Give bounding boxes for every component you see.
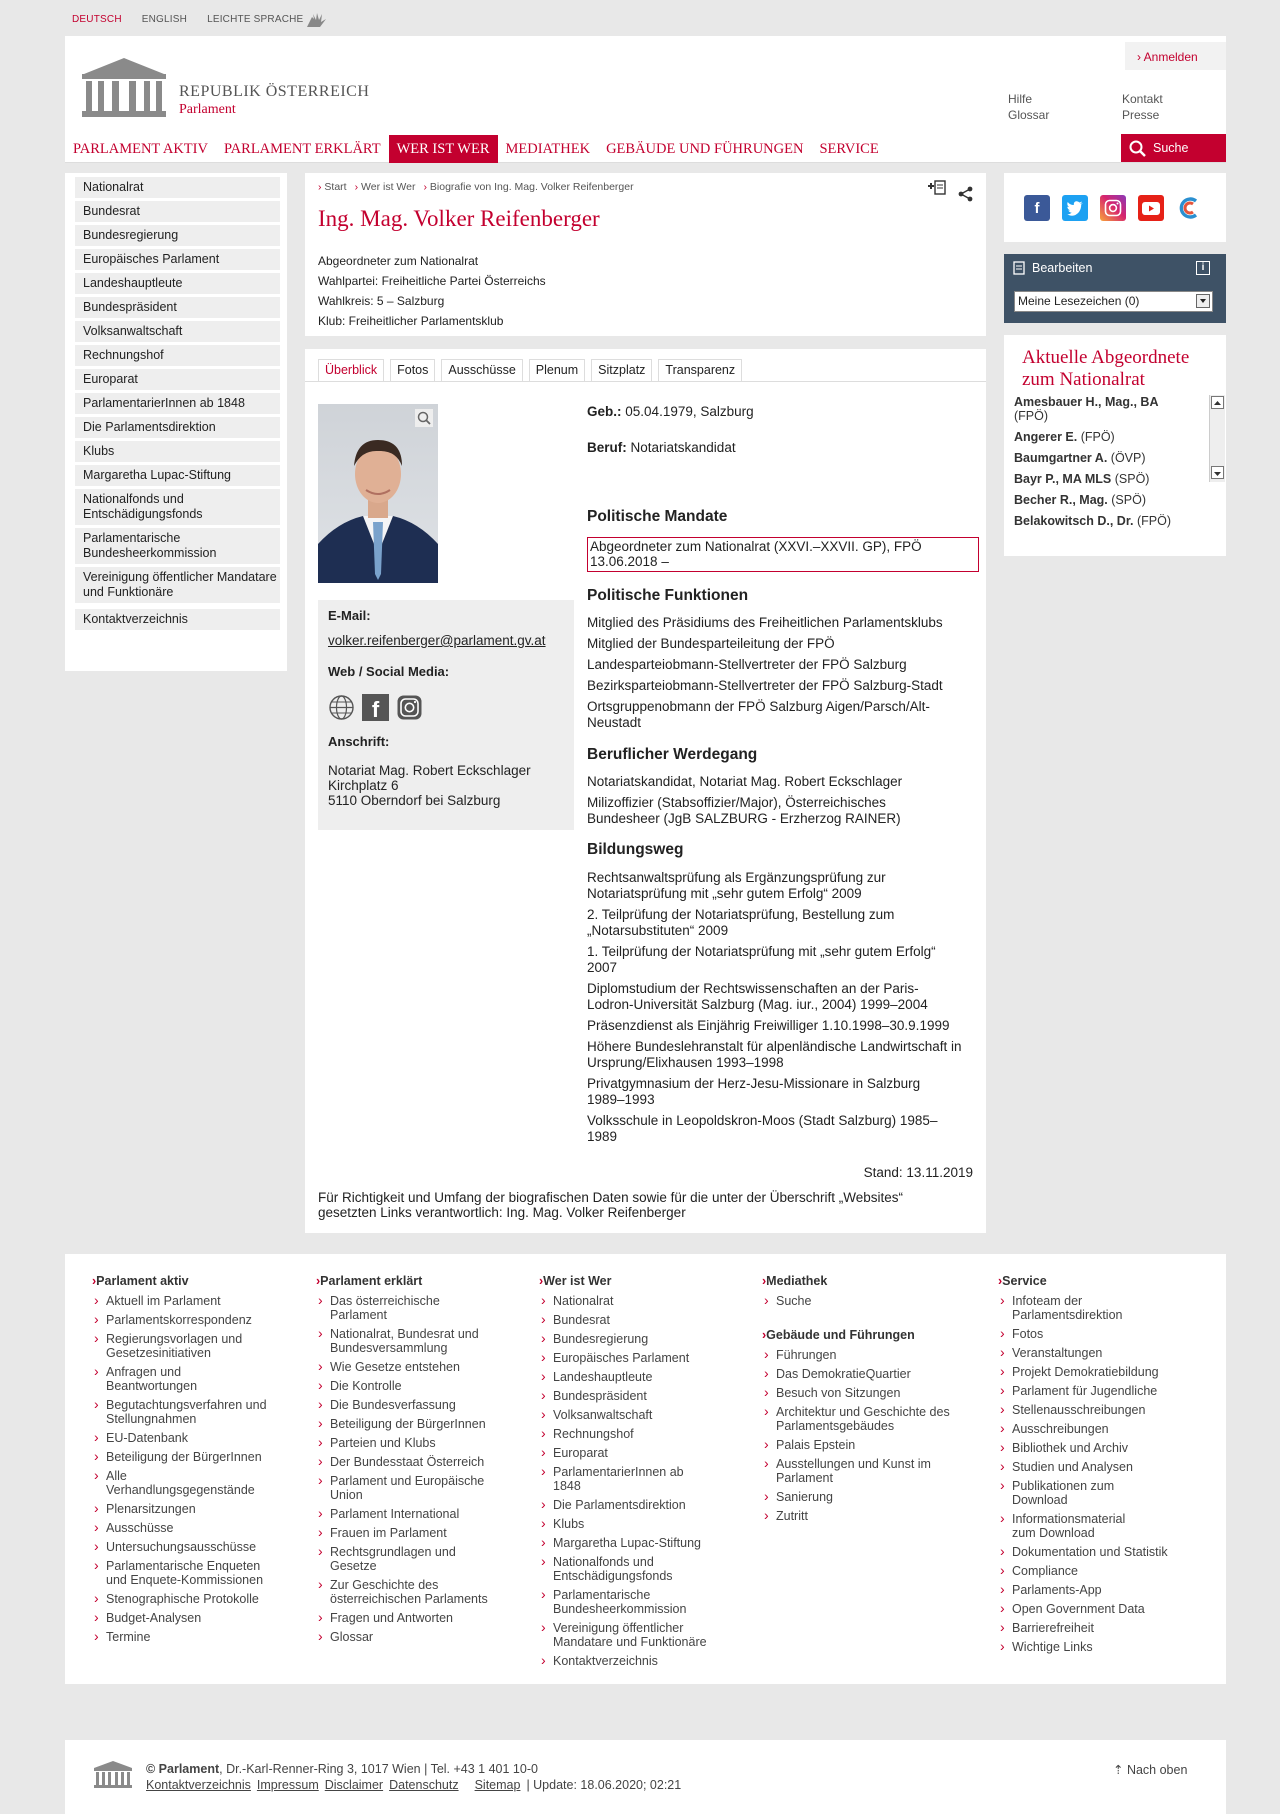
facebook-icon[interactable]: f (362, 694, 389, 721)
main-nav (65, 135, 1226, 163)
footer-link[interactable]: › Fragen und Antworten (316, 1611, 506, 1625)
footer-link[interactable]: › Die Parlamentsdirektion (539, 1498, 729, 1512)
footer-link[interactable]: › Aktuell im Parlament (92, 1294, 282, 1308)
meta-links-left (1008, 91, 1049, 123)
funktion-item: Landesparteiobmann-Stellvertreter der FPÖ Salzburg (587, 657, 907, 672)
sidebar-item[interactable]: Die Parlamentsdirektion (75, 417, 280, 438)
footer-link[interactable]: › Volksanwaltschaft (539, 1408, 729, 1422)
email-link[interactable]: volker.reifenberger@parlament.gv.at (328, 633, 546, 648)
footer-heading[interactable]: › Parlament erklärt (316, 1274, 506, 1288)
address-text (328, 763, 531, 808)
footer-link[interactable]: › Margaretha Lupac-Stiftung (539, 1536, 729, 1550)
footer-col-service (998, 1274, 1198, 1659)
profile-line: Wahlkreis: 5 – Salzburg (318, 294, 445, 308)
facebook-icon[interactable]: f (1024, 195, 1050, 221)
tab-ueberblick[interactable]: Überblick (318, 359, 384, 381)
search-button[interactable] (1121, 134, 1226, 162)
birth-label: Geb.: (587, 404, 622, 419)
mandate-line: 13.06.2018 – (590, 554, 669, 569)
mps-scrollbar[interactable] (1209, 395, 1225, 482)
sidebar (65, 173, 287, 671)
contact-box (318, 600, 574, 830)
footer-link[interactable]: › Stellenausschreibungen (998, 1403, 1198, 1417)
footer-link[interactable]: › Regierungsvorlagen und Gesetzesinitiativen (92, 1332, 282, 1360)
footer-link[interactable]: › Nationalfonds und Entschädigungsfonds (539, 1555, 729, 1583)
nav-gebaeude[interactable]: GEBÄUDE UND FÜHRUNGEN (606, 141, 804, 157)
section-bildung-title: Bildungsweg (587, 841, 684, 858)
werdegang-item: Notariatskandidat, Notariat Mag. Robert Eckschlager (587, 774, 903, 789)
footer-col-parlament-aktiv (92, 1274, 282, 1649)
mps-list (1014, 395, 1212, 528)
footer-link[interactable]: › Parlament für Jugendliche (998, 1384, 1198, 1398)
footer-link[interactable]: › Ausschreibungen (998, 1422, 1198, 1436)
footer-link[interactable]: › Kontaktverzeichnis (539, 1654, 729, 1668)
instagram-icon[interactable] (396, 694, 423, 721)
footer-link[interactable]: › Dokumentation und Statistik (998, 1545, 1198, 1559)
mandate-highlight (587, 537, 979, 572)
tab-ausschuesse[interactable]: Ausschüsse (441, 359, 522, 381)
page-title: Ing. Mag. Volker Reifenberger (318, 206, 600, 231)
social-links (328, 694, 423, 721)
footer-heading[interactable]: › Parlament aktiv (92, 1274, 282, 1288)
arrow-up-icon: ⇡ (1113, 1763, 1127, 1777)
profession-info (587, 440, 736, 456)
bildung-item: 2. Teilprüfung der Notariatsprüfung, Bestellung zum „Notarsubstituten“ 2009 (587, 907, 895, 938)
footer-link[interactable]: › Alle Verhandlungsgegenstände (92, 1469, 267, 1497)
footer-link[interactable]: › Ausschüsse (92, 1521, 282, 1535)
contact-link[interactable]: Kontakt (1122, 92, 1163, 106)
footer-link[interactable]: › Barrierefreiheit (998, 1621, 1198, 1635)
footer-link[interactable]: › Landeshauptleute (539, 1370, 729, 1384)
breadcrumb-wer-ist-wer[interactable]: › Wer ist Wer (354, 181, 416, 193)
chevron-down-icon[interactable] (1196, 294, 1210, 308)
sidebar-item[interactable]: Volksanwaltschaft (75, 321, 280, 342)
sidebar-item[interactable]: ParlamentarierInnen ab 1848 (75, 393, 280, 414)
footer-link[interactable]: › Veranstaltungen (998, 1346, 1198, 1360)
info-icon[interactable]: i (1196, 261, 1210, 275)
werdegang-list (587, 774, 979, 832)
footer-link[interactable]: › Beteiligung der BürgerInnen (92, 1450, 282, 1464)
logo-subtitle: Parlament (179, 102, 236, 117)
footer-link[interactable]: › Wie Gesetze entstehen (316, 1360, 506, 1374)
instagram-icon[interactable] (1100, 195, 1126, 221)
bio-card (305, 349, 986, 1233)
tab-sitzplatz[interactable]: Sitzplatz (591, 359, 652, 381)
profile-summary (318, 251, 546, 331)
section-funktionen-title: Politische Funktionen (587, 587, 749, 604)
nav-parlament-erklaert[interactable]: PARLAMENT ERKLÄRT (223, 141, 381, 157)
breadcrumb-start[interactable]: › Start (318, 181, 347, 193)
bildung-list (587, 870, 979, 1150)
sidebar-item[interactable]: Klubs (75, 441, 280, 462)
mandate-line: Abgeordneter zum Nationalrat (XXVI.–XXVII. GP), FPÖ (590, 539, 922, 554)
bottom-bar (65, 1740, 1226, 1814)
copyright-line (146, 1762, 538, 1776)
address-line: Notariat Mag. Robert Eckschlager (328, 763, 531, 778)
footer-link[interactable]: › Bundespräsident (539, 1389, 729, 1403)
press-link[interactable]: Presse (1122, 108, 1160, 122)
nav-parlament-aktiv[interactable]: PARLAMENT AKTIV (73, 141, 208, 157)
footer-legal-link[interactable]: Impressum (256, 1778, 319, 1792)
breadcrumb-biografie[interactable]: › Biografie von Ing. Mag. Volker Reifenberger (423, 181, 634, 193)
footer-link[interactable]: › Führungen (762, 1348, 952, 1362)
footer-legal-link[interactable]: Datenschutz (389, 1778, 459, 1792)
list-item[interactable]: Belakowitsch D., Dr. (FPÖ) (1014, 514, 1171, 528)
birth-value: 05.04.1979, Salzburg (625, 404, 754, 419)
stand-date: Stand: 13.11.2019 (863, 1165, 973, 1180)
footer-heading[interactable]: › Wer ist Wer (539, 1274, 729, 1288)
section-werdegang-title: Beruflicher Werdegang (587, 746, 758, 763)
footer-link[interactable]: › Budget-Analysen (92, 1611, 282, 1625)
footer-col-wer-ist-wer (539, 1274, 729, 1673)
sidebar-item[interactable]: Vereinigung öffentlicher Mandatare und Funktionäre (75, 567, 280, 603)
scroll-up-icon[interactable] (1211, 396, 1224, 409)
site-header (65, 36, 1226, 163)
disclaimer-text: Für Richtigkeit und Umfang der biografischen Daten sowie für die unter der Überschrift „Websites“ gesetzten Links verantwortlich: Ing. Mag. Volker Reifenberger (318, 1190, 904, 1220)
glossary-link[interactable]: Glossar (1008, 108, 1050, 122)
help-link[interactable]: Hilfe (1008, 92, 1033, 106)
search-label: Suche (1153, 141, 1189, 155)
language-bar (72, 14, 303, 28)
footer-link[interactable]: › Zutritt (762, 1509, 952, 1523)
footer-legal-link[interactable]: Kontaktverzeichnis (146, 1778, 251, 1792)
current-mps-title: Aktuelle Abgeordnete zum Nationalrat (1022, 347, 1190, 390)
logo-title: REPUBLIK ÖSTERREICH (179, 83, 370, 100)
footer-link[interactable]: › Rechtsgrundlagen und Gesetze (316, 1545, 466, 1573)
bildung-item: Privatgymnasium der Herz-Jesu-Missionare in Salzburg 1989–1993 (587, 1076, 921, 1107)
profession-value: Notariatskandidat (630, 440, 736, 455)
twitter-icon[interactable] (1062, 195, 1088, 221)
back-to-top-label: Nach oben (1126, 1763, 1188, 1777)
lang-leichte-sprache[interactable]: LEICHTE SPRACHE (207, 14, 304, 25)
profile-line: Wahlpartei: Freiheitliche Partei Österreichs (318, 274, 546, 288)
social-icons (1024, 195, 1202, 221)
footer-link[interactable]: › Nationalrat (539, 1294, 729, 1308)
section-mandate-title: Politische Mandate (587, 508, 728, 525)
footer-link[interactable]: › Vereinigung öffentlicher Mandatare und Funktionäre (539, 1621, 729, 1649)
footer-heading[interactable]: › Gebäude und Führungen (762, 1328, 952, 1342)
bookmarks-select[interactable] (1014, 291, 1213, 312)
footer-heading[interactable]: › Mediathek (762, 1274, 952, 1288)
add-bookmark-icon[interactable] (927, 179, 949, 197)
sign-language-icon[interactable] (304, 11, 330, 31)
footer-link[interactable]: › EU-Datenbank (92, 1431, 282, 1445)
edit-label: Bearbeiten (1032, 261, 1093, 275)
profile-header-card (305, 173, 986, 336)
current-mps-box (1004, 335, 1226, 556)
back-to-top-link[interactable] (1113, 1762, 1187, 1777)
footer-link[interactable]: › Fotos (998, 1327, 1198, 1341)
profile-photo[interactable] (318, 404, 438, 583)
list-item[interactable]: Baumgartner A. (ÖVP) (1014, 451, 1146, 465)
profile-line: Abgeordneter zum Nationalrat (318, 254, 479, 268)
chevron-right-icon: › (1137, 50, 1144, 64)
address-label: Anschrift: (328, 734, 390, 749)
site-footer (65, 1254, 1226, 1684)
footer-link[interactable]: › Zur Geschichte des österreichischen Parlaments (316, 1578, 506, 1606)
profile-line: Klub: Freiheitlicher Parlamentsklub (318, 314, 504, 328)
sidebar-item[interactable]: Europäisches Parlament (75, 249, 280, 270)
list-item[interactable]: Becher R., Mag. (SPÖ) (1014, 493, 1146, 507)
sidebar-item[interactable]: Europarat (75, 369, 280, 390)
footer-link[interactable]: › Open Government Data (998, 1602, 1198, 1616)
footer-link[interactable]: › Bibliothek und Archiv (998, 1441, 1198, 1455)
footer-link[interactable]: › Informationsmaterial zum Download (998, 1512, 1148, 1540)
footer-link[interactable]: › Das österreichische Parlament (316, 1294, 461, 1322)
footer-link[interactable]: › Bundesrat (539, 1313, 729, 1327)
login-button[interactable] (1125, 42, 1226, 70)
bildung-item: 1. Teilprüfung der Notariatsprüfung mit „sehr gutem Erfolg“ 2007 (587, 944, 936, 975)
tab-transparenz[interactable]: Transparenz (658, 359, 742, 381)
search-icon (1129, 140, 1146, 157)
sidebar-item[interactable]: Bundesregierung (75, 225, 280, 246)
footer-link[interactable]: › Parlamentarische Bundesheerkommission (539, 1588, 729, 1616)
footer-link[interactable]: › Klubs (539, 1517, 729, 1531)
footer-link[interactable]: › Infoteam der Parlamentsdirektion (998, 1294, 1138, 1322)
bildung-item: Präsenzdienst als Einjährig Freiwilliger 1.10.1998–30.9.1999 (587, 1018, 950, 1033)
tabs-divider (305, 381, 986, 382)
footer-link[interactable]: › Compliance (998, 1564, 1198, 1578)
youtube-icon[interactable] (1138, 195, 1164, 221)
birth-info (587, 404, 754, 420)
footer-link[interactable]: › Architektur und Geschichte des Parlamentsgebäudes (762, 1405, 952, 1433)
footer-link[interactable]: › Stenographische Protokolle (92, 1592, 282, 1606)
footer-link[interactable]: › Glossar (316, 1630, 506, 1644)
footer-link[interactable]: › Der Bundesstaat Österreich (316, 1455, 506, 1469)
sidebar-item[interactable]: Nationalfonds und Entschädigungsfonds (75, 489, 280, 525)
footer-link[interactable]: › Das DemokratieQuartier (762, 1367, 952, 1381)
sidebar-item[interactable]: Bundesrat (75, 201, 280, 222)
footer-col-parlament-erklaert (316, 1274, 506, 1649)
footer-link[interactable]: › Studien und Analysen (998, 1460, 1198, 1474)
zoom-icon[interactable] (415, 409, 433, 427)
footer-link[interactable]: › Parlament International (316, 1507, 506, 1521)
lang-deutsch[interactable]: DEUTSCH (72, 14, 122, 25)
footer-link[interactable]: › Die Kontrolle (316, 1379, 506, 1393)
update-text: | Update: 18.06.2020; 02:21 (526, 1778, 682, 1792)
funktion-item: Ortsgruppenobmann der FPÖ Salzburg Aigen/Parsch/Alt-Neustadt (587, 699, 930, 730)
footer-legal-link[interactable]: Disclaimer (324, 1778, 384, 1792)
email-label: E-Mail: (328, 608, 371, 623)
footer-link[interactable]: › Parteien und Klubs (316, 1436, 506, 1450)
footer-link[interactable]: › Europarat (539, 1446, 729, 1460)
footer-link[interactable]: › Europäisches Parlament (539, 1351, 729, 1365)
bildung-item: Rechtsanwaltsprüfung als Ergänzungsprüfung zur Notariatsprüfung mit „sehr gutem Erfolg“ 2009 (587, 870, 886, 901)
footer-link[interactable]: › Nationalrat, Bundesrat und Bundesversammlung (316, 1327, 506, 1355)
meta-links-right (1122, 91, 1163, 123)
footer-link[interactable]: › Termine (92, 1630, 282, 1644)
footer-link[interactable]: › Begutachtungsverfahren und Stellungnahmen (92, 1398, 282, 1426)
tab-fotos[interactable]: Fotos (390, 359, 435, 381)
legal-links (146, 1778, 681, 1792)
address-line: 5110 Oberndorf bei Salzburg (328, 793, 501, 808)
login-label: Anmelden (1143, 50, 1198, 64)
footer-link[interactable]: › Palais Epstein (762, 1438, 952, 1452)
nav-wer-ist-wer[interactable]: WER IST WER (389, 135, 498, 163)
footer-link[interactable]: › Projekt Demokratiebildung (998, 1365, 1198, 1379)
list-item[interactable]: Amesbauer H., Mag., BA (FPÖ) (1014, 395, 1159, 423)
bildung-item: Höhere Bundeslehranstalt für alpenländische Landwirtschaft in Ursprung/Elixhausen 1993–1998 (587, 1039, 962, 1070)
footer-link[interactable]: › Publikationen zum Download (998, 1479, 1128, 1507)
footer-link[interactable]: › Die Bundesverfassung (316, 1398, 506, 1412)
sidebar-item[interactable]: Parlamentarische Bundesheerkommission (75, 528, 280, 564)
footer-link[interactable]: › Untersuchungsausschüsse (92, 1540, 282, 1554)
breadcrumb (318, 181, 634, 193)
sidebar-item[interactable]: Rechnungshof (75, 345, 280, 366)
address-line: , Dr.-Karl-Renner-Ring 3, 1017 Wien | Tel. +43 1 401 10-0 (219, 1762, 538, 1776)
footer-link[interactable]: › Beteiligung der BürgerInnen (316, 1417, 506, 1431)
footer-legal-link[interactable]: Sitemap (474, 1778, 521, 1792)
globe-icon[interactable] (328, 694, 355, 721)
web-social-label: Web / Social Media: (328, 664, 450, 679)
sidebar-item[interactable]: Landeshauptleute (75, 273, 280, 294)
nav-service[interactable]: SERVICE (819, 141, 879, 157)
profession-label: Beruf: (587, 440, 627, 455)
footer-link[interactable]: › Parlament und Europäische Union (316, 1474, 486, 1502)
sidebar-item[interactable]: Kontaktverzeichnis (75, 609, 280, 630)
footer-link[interactable]: › ParlamentarierInnen ab 1848 (539, 1465, 689, 1493)
scroll-down-icon[interactable] (1211, 466, 1224, 479)
funktion-item: Mitglied der Bundesparteileitung der FPÖ (587, 636, 835, 651)
funktionen-list (587, 615, 979, 736)
footer-link[interactable]: › Parlaments-App (998, 1583, 1198, 1597)
bookmarks-box (1004, 254, 1226, 323)
footer-link[interactable]: › Plenarsitzungen (92, 1502, 282, 1516)
podcast-icon[interactable] (1176, 195, 1202, 221)
werdegang-item: Milizoffizier (Stabsoffizier/Major), Österreichisches Bundesheer (JgB SALZBURG - Erzherzog RAINER) (587, 795, 901, 826)
parliament-logo-icon[interactable] (78, 54, 170, 118)
footer-link[interactable]: › Rechnungshof (539, 1427, 729, 1441)
footer-heading[interactable]: › Service (998, 1274, 1198, 1288)
social-box (1004, 173, 1226, 242)
footer-link[interactable]: › Parlamentskorrespondenz (92, 1313, 282, 1327)
sidebar-item[interactable]: Nationalrat (75, 177, 280, 198)
bildung-item: Volksschule in Leopoldskron-Moos (Stadt Salzburg) 1985–1989 (587, 1113, 938, 1144)
bildung-item: Diplomstudium der Rechtswissenschaften an der Paris-Lodron-Universität Salzburg (Mag. iur., 2004) 1999–2004 (587, 981, 928, 1012)
footer-link[interactable]: › Sanierung (762, 1490, 952, 1504)
nav-mediathek[interactable]: MEDIATHEK (505, 141, 591, 157)
address-line: Kirchplatz 6 (328, 778, 399, 793)
tab-plenum[interactable]: Plenum (529, 359, 585, 381)
copyright-label: © Parlament (146, 1762, 220, 1776)
funktion-item: Bezirksparteiobmann-Stellvertreter der FPÖ Salzburg-Stadt (587, 678, 943, 693)
sidebar-item[interactable]: Margaretha Lupac-Stiftung (75, 465, 280, 486)
list-item[interactable]: Bayr P., MA MLS (SPÖ) (1014, 472, 1150, 486)
footer-link[interactable]: › Bundesregierung (539, 1332, 729, 1346)
sidebar-item[interactable]: Bundespräsident (75, 297, 280, 318)
document-icon (1013, 261, 1025, 275)
footer-link[interactable]: › Anfragen und Beantwortungen (92, 1365, 252, 1393)
funktion-item: Mitglied des Präsidiums des Freiheitlichen Parlamentsklubs (587, 615, 943, 630)
share-icon[interactable] (958, 186, 974, 202)
lang-english[interactable]: ENGLISH (141, 14, 188, 25)
list-item[interactable]: Angerer E. (FPÖ) (1014, 430, 1115, 444)
footer-col-mediathek (762, 1274, 952, 1528)
bookmarks-select-value: Meine Lesezeichen (0) (1018, 294, 1140, 308)
parliament-logo-small-icon (92, 1759, 134, 1789)
footer-link[interactable]: › Frauen im Parlament (316, 1526, 506, 1540)
profile-tabs (318, 359, 742, 381)
footer-link[interactable]: › Besuch von Sitzungen (762, 1386, 952, 1400)
footer-link[interactable]: › Wichtige Links (998, 1640, 1198, 1654)
footer-link[interactable]: › Suche (762, 1294, 952, 1308)
footer-link[interactable]: › Parlamentarische Enqueten und Enquete-Kommissionen (92, 1559, 282, 1587)
footer-link[interactable]: › Ausstellungen und Kunst im Parlament (762, 1457, 937, 1485)
